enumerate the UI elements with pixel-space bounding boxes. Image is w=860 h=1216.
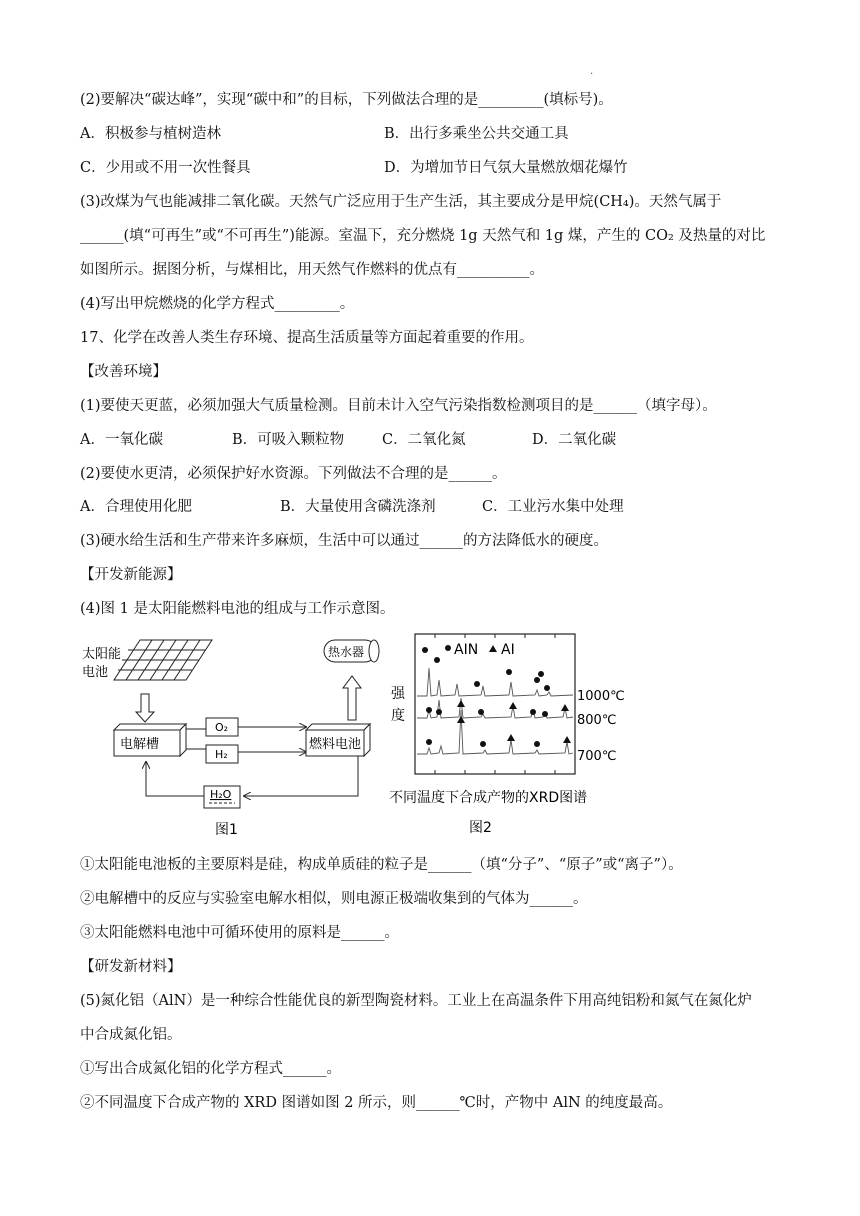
- m2-stem: ②不同温度下合成产物的 XRD 图谱如图 2 所示，则______℃时，产物中 AlN 的纯度最高。: [80, 1095, 673, 1111]
- s1-stem: ①太阳能电池板的主要原料是硅，构成单质硅的粒子是______（填“分子”、“原子”或“离子”）。: [80, 857, 683, 873]
- section-improve-environment: 【改善环境】: [80, 364, 167, 380]
- q2-option-a: A．积极参与植树造林: [80, 126, 221, 142]
- o2-box: [206, 718, 238, 736]
- down-arrow-icon: [136, 694, 154, 722]
- h2-label: H₂: [215, 748, 228, 761]
- q2-option-d: D．为增加节日气氛大量燃放烟花爆竹: [384, 160, 628, 176]
- figure-2-xrd-pattern: [385, 628, 655, 842]
- q4-stem: (4)写出甲烷燃烧的化学方程式_________。: [80, 296, 355, 312]
- section-new-energy: 【开发新能源】: [80, 567, 182, 583]
- q17-stem: 17、化学在改善人类生存环境、提高生活质量等方面起着重要的作用。: [80, 330, 534, 346]
- e1-option-b: B．可吸入颗粒物: [232, 432, 345, 448]
- y-label-2: 度: [391, 708, 405, 724]
- solar-label-1: 太阳能: [82, 647, 122, 662]
- e2-option-c: C．工业污水集中处理: [482, 499, 624, 515]
- legend-aln-marker: [445, 645, 451, 651]
- q2-option-c: C．少用或不用一次性餐具: [80, 160, 251, 176]
- s3-stem: ③太阳能燃料电池中可循环使用的原料是______。: [80, 925, 399, 941]
- q3-line-3: 如图所示。据图分析，与煤相比，用天然气作燃料的优点有__________。: [80, 262, 544, 278]
- figure-1-solar-fuel-cell-diagram: [78, 632, 390, 842]
- e1-option-c: C．二氧化氮: [382, 432, 466, 448]
- temp-label-700: 700℃: [577, 749, 617, 764]
- figure-1-caption: 图1: [215, 822, 238, 838]
- water-heater-icon: [324, 640, 379, 662]
- legend-al-label: AI: [501, 642, 515, 658]
- m5-line-2: 中合成氮化铝。: [80, 1027, 182, 1043]
- q3-line-1: (3)改煤为气也能减排二氧化碳。天然气广泛应用于生产生活，其主要成分是甲烷(CH₄)。天然气属于: [80, 194, 722, 210]
- figure-2-caption: 图2: [469, 820, 492, 836]
- section-new-materials: 【研发新材料】: [80, 959, 182, 975]
- pipe-arrows: [186, 727, 306, 752]
- page-dot: .: [590, 66, 594, 77]
- h2o-label: H₂O: [210, 788, 232, 801]
- e2-option-a: A．合理使用化肥: [80, 499, 192, 515]
- heater-label: 热水器: [328, 645, 365, 659]
- m5-line-1: (5)氮化铝（AlN）是一种综合性能优良的新型陶瓷材料。工业上在高温条件下用高纯铝粉和氮气在氮化炉: [80, 993, 752, 1009]
- return-loop: [146, 756, 358, 796]
- electrolyzer-label: 电解槽: [120, 737, 160, 752]
- s2-stem: ②电解槽中的反应与实验室电解水相似，则电源正极端收集到的气体为______。: [80, 891, 588, 907]
- e1-stem: (1)要使天更蓝，必须加强大气质量检测。目前未计入空气污染指数检测项目的是______（填字母）。: [80, 398, 717, 414]
- h2-box: [206, 745, 238, 763]
- e1-option-d: D．二氧化碳: [532, 432, 617, 448]
- q2-option-b: B．出行多乘坐公共交通工具: [384, 126, 569, 142]
- temp-label-1000: 1000℃: [577, 689, 625, 704]
- solar-label-2: 电池: [82, 665, 109, 680]
- e1-option-a: A．一氧化碳: [80, 432, 163, 448]
- e4-stem: (4)图 1 是太阳能燃料电池的组成与工作示意图。: [80, 601, 395, 617]
- up-arrow-icon: [343, 676, 361, 720]
- fuel-cell-box: [306, 724, 370, 756]
- y-label-1: 强: [391, 686, 405, 702]
- electrolyzer-box: [114, 724, 186, 756]
- q2-stem: (2)要解决“碳达峰”，实现“碳中和”的目标，下列做法合理的是_________(填标号)。: [80, 92, 613, 108]
- m1-stem: ①写出合成氮化铝的化学方程式______。: [80, 1061, 341, 1077]
- solar-panel-icon: [114, 640, 212, 680]
- e3-stem: (3)硬水给生活和生产带来许多麻烦，生活中可以通过______的方法降低水的硬度。: [80, 533, 609, 549]
- e2-option-b: B．大量使用含磷洗涤剂: [280, 499, 436, 515]
- fuel-cell-label: 燃料电池: [309, 737, 362, 752]
- h2o-box: [204, 786, 240, 808]
- legend-aln-label: AIN: [454, 642, 479, 658]
- figure-2-title: 不同温度下合成产物的XRD图谱: [389, 790, 588, 806]
- temp-label-800: 800℃: [577, 713, 617, 728]
- q3-line-2: ______(填“可再生”或“不可再生”)能源。室温下，充分燃烧 1g 天然气和 1g 煤，产生的 CO₂ 及热量的对比: [80, 228, 766, 244]
- o2-label: O₂: [215, 721, 229, 734]
- e2-stem: (2)要使水更清，必须保护好水资源。下列做法不合理的是______。: [80, 466, 507, 482]
